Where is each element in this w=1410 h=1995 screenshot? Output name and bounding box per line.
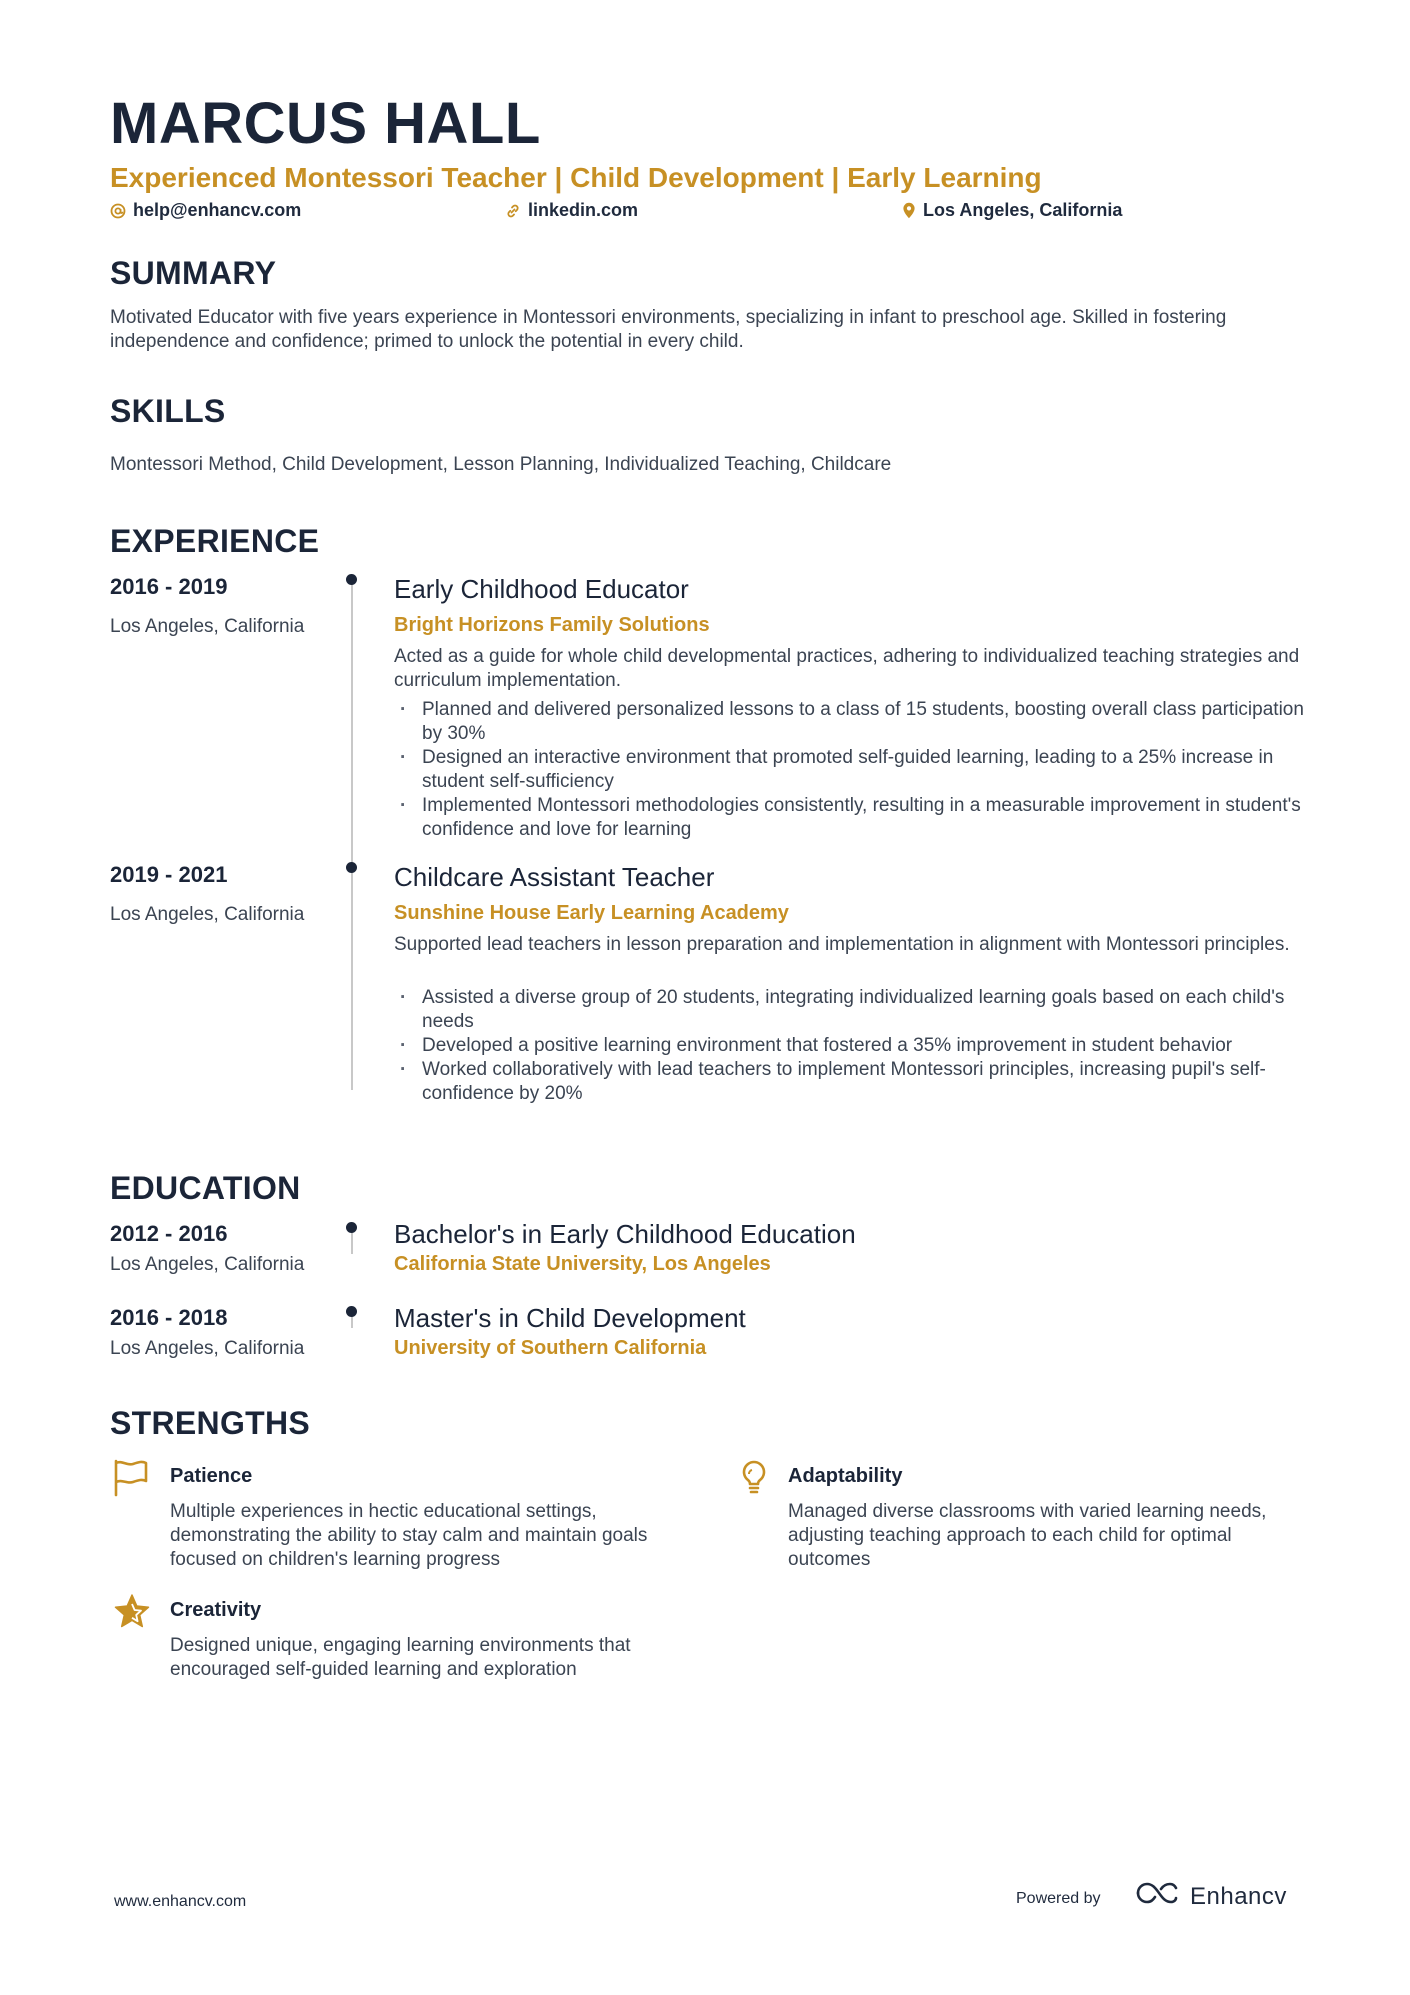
contact-location xyxy=(902,200,1122,221)
strength-description: Managed diverse classrooms with varied learning needs, adjusting teaching approach to each child for optimal outcomes xyxy=(788,1501,1267,1570)
footer-url[interactable]: www.enhancv.com xyxy=(114,1893,247,1910)
experience-heading: EXPERIENCE xyxy=(110,523,320,559)
job-bullet: · Implemented Montessori methodologies consistently, resulting in a measurable improvement in student's confidence and love for learning xyxy=(394,794,1314,842)
education-dates: 2012 - 2016 xyxy=(110,1221,228,1246)
education-school: University of Southern California xyxy=(394,1337,707,1359)
education-degree: Master's in Child Development xyxy=(394,1303,746,1333)
job-bullet: · Planned and delivered personalized lessons to a class of 15 students, boosting overall class participation by 30% xyxy=(394,698,1314,746)
timeline-dot xyxy=(346,862,357,873)
lightbulb-icon xyxy=(734,1458,774,1498)
enhancv-logo-icon xyxy=(1134,1880,1180,1913)
job-description: Supported lead teachers in lesson preparation and implementation in alignment with Montessori principles. xyxy=(394,934,1290,955)
at-icon xyxy=(110,203,126,219)
job-location: Los Angeles, California xyxy=(110,904,305,925)
candidate-name: MARCUS HALL xyxy=(110,91,541,156)
job-dates: 2016 - 2019 xyxy=(110,574,228,599)
education-location: Los Angeles, California xyxy=(110,1338,305,1359)
location-text: Los Angeles, California xyxy=(923,200,1123,220)
strengths-heading: STRENGTHS xyxy=(110,1405,311,1441)
strength-title: Adaptability xyxy=(788,1465,903,1487)
skills-heading: SKILLS xyxy=(110,393,226,429)
job-bullets xyxy=(394,698,1314,842)
skills-text: Montessori Method, Child Development, Lesson Planning, Individualized Teaching, Childcare xyxy=(110,454,892,475)
contact-linkedin[interactable] xyxy=(505,200,638,221)
education-dates: 2016 - 2018 xyxy=(110,1305,228,1330)
job-bullet: · Designed an interactive environment that promoted self-guided learning, leading to a 25% increase in student self-sufficiency xyxy=(394,746,1314,794)
education-degree: Bachelor's in Early Childhood Education xyxy=(394,1219,856,1249)
experience-timeline-line xyxy=(351,580,353,1090)
education-school: California State University, Los Angeles xyxy=(394,1253,771,1275)
candidate-title: Experienced Montessori Teacher | Child Development | Early Learning xyxy=(110,162,1042,193)
powered-by-label: Powered by xyxy=(1016,1890,1101,1907)
job-company: Bright Horizons Family Solutions xyxy=(394,614,710,636)
location-pin-icon xyxy=(902,202,916,219)
enhancv-logo[interactable] xyxy=(1134,1880,1287,1913)
summary-text: Motivated Educator with five years experience in Montessori environments, specializing in infant to preschool age. Skilled in fostering independence and confidence; primed to unlock the potential in every child. xyxy=(110,307,1227,352)
flag-icon xyxy=(112,1458,152,1498)
strength-description: Designed unique, engaging learning environments that encouraged self-guided learning and exploration xyxy=(170,1635,631,1680)
job-bullet: · Worked collaboratively with lead teachers to implement Montessori principles, increasing pupil's self-confidence by 20% xyxy=(394,1058,1314,1106)
star-icon xyxy=(112,1592,152,1632)
linkedin-text: linkedin.com xyxy=(528,200,639,220)
strength-title: Creativity xyxy=(170,1599,262,1621)
job-company: Sunshine House Early Learning Academy xyxy=(394,902,789,924)
enhancv-logo-text: Enhancv xyxy=(1190,1882,1287,1910)
summary-heading: SUMMARY xyxy=(110,255,277,291)
timeline-dot xyxy=(346,1306,357,1317)
timeline-dot xyxy=(346,1222,357,1233)
job-bullet: · Assisted a diverse group of 20 students, integrating individualized learning goals based on each child's needs xyxy=(394,986,1314,1034)
job-bullets xyxy=(394,986,1314,1106)
education-heading: EDUCATION xyxy=(110,1170,301,1206)
strength-description: Multiple experiences in hectic educational settings, demonstrating the ability to stay calm and maintain goals focused on children's learning progress xyxy=(170,1501,648,1570)
job-role: Early Childhood Educator xyxy=(394,574,689,604)
job-dates: 2019 - 2021 xyxy=(110,862,228,887)
job-description: Acted as a guide for whole child developmental practices, adhering to individualized teaching strategies and curriculum implementation. xyxy=(394,646,1300,691)
job-bullet: · Developed a positive learning environment that fostered a 35% improvement in student behavior xyxy=(394,1034,1314,1058)
email-text: help@enhancv.com xyxy=(133,200,302,220)
link-icon xyxy=(505,203,521,219)
job-role: Childcare Assistant Teacher xyxy=(394,862,715,892)
job-location: Los Angeles, California xyxy=(110,616,305,637)
strength-title: Patience xyxy=(170,1465,253,1487)
education-location: Los Angeles, California xyxy=(110,1254,305,1275)
contact-email[interactable] xyxy=(110,200,301,221)
timeline-dot xyxy=(346,574,357,585)
